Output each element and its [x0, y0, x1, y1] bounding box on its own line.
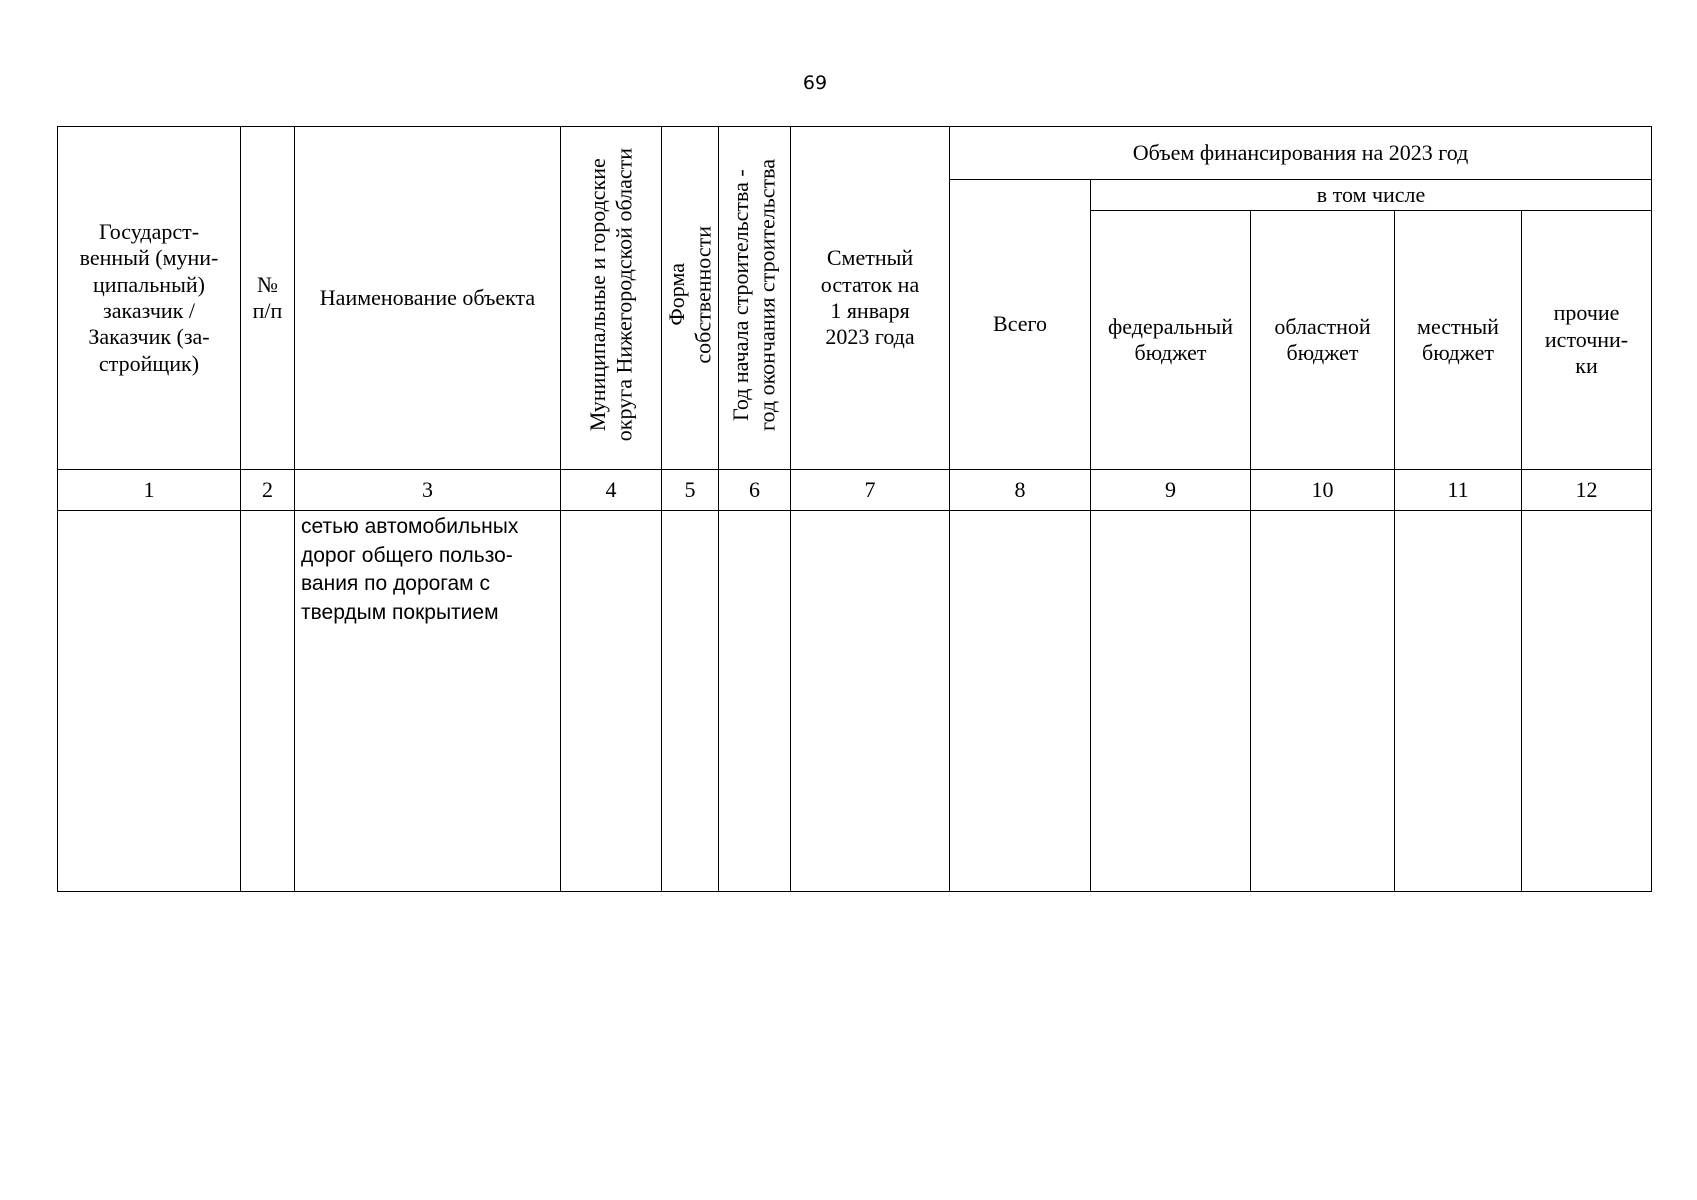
column-number: 3: [295, 470, 561, 511]
table-row: [58, 511, 1652, 892]
header-municipal-cell: [561, 127, 662, 470]
column-number: 10: [1251, 470, 1395, 511]
header-customer: Государст- венный (муни- ципальный) заказчик / Заказчик (за- стройщик): [58, 127, 241, 470]
column-number: 4: [561, 470, 662, 511]
column-number: 6: [719, 470, 791, 511]
column-number: 2: [241, 470, 295, 511]
cell-federal: [1091, 511, 1251, 892]
column-number-row: [58, 470, 1652, 511]
column-number: 1: [58, 470, 241, 511]
column-number: 9: [1091, 470, 1251, 511]
header-municipal: Муниципальные и городские округа Нижегородской области: [584, 148, 636, 442]
cell-other: [1522, 511, 1652, 892]
header-years: Год начала строительства - год окончания строительства: [728, 158, 780, 431]
financing-table: [57, 126, 1652, 892]
header-total: Всего: [950, 180, 1091, 470]
column-number: 12: [1522, 470, 1652, 511]
header-other: прочие источни- ки: [1522, 211, 1652, 470]
header-regional: областной бюджет: [1251, 211, 1395, 470]
cell-municipal: [561, 511, 662, 892]
header-years-cell: [719, 127, 791, 470]
header-num: № п/п: [241, 127, 295, 470]
cell-ownership: [662, 511, 719, 892]
header-balance: Сметный остаток на 1 января 2023 года: [791, 127, 950, 470]
cell-object-name-container: [295, 511, 561, 892]
column-number: 5: [662, 470, 719, 511]
header-local: местный бюджет: [1395, 211, 1522, 470]
cell-balance: [791, 511, 950, 892]
header-ownership-cell: [662, 127, 719, 470]
column-number: 7: [791, 470, 950, 511]
cell-regional: [1251, 511, 1395, 892]
header-federal: федеральный бюджет: [1091, 211, 1251, 470]
header-ownership: Форма собственности: [663, 226, 715, 364]
cell-total: [950, 511, 1091, 892]
cell-years: [719, 511, 791, 892]
header-row: [58, 127, 1652, 180]
column-number: 8: [950, 470, 1091, 511]
header-including: в том числе: [1091, 180, 1652, 211]
cell-local: [1395, 511, 1522, 892]
header-object-name: Наименование объекта: [295, 127, 561, 470]
column-number: 11: [1395, 470, 1522, 511]
cell-num: [241, 511, 295, 892]
cell-object-name: сетью автомобильных дорог общего пользо- вания по дорогам с твердым покрытием: [301, 515, 519, 624]
cell-customer: [58, 511, 241, 892]
page-number: 69: [802, 72, 828, 94]
header-financing-title: Объем финансирования на 2023 год: [950, 127, 1652, 180]
